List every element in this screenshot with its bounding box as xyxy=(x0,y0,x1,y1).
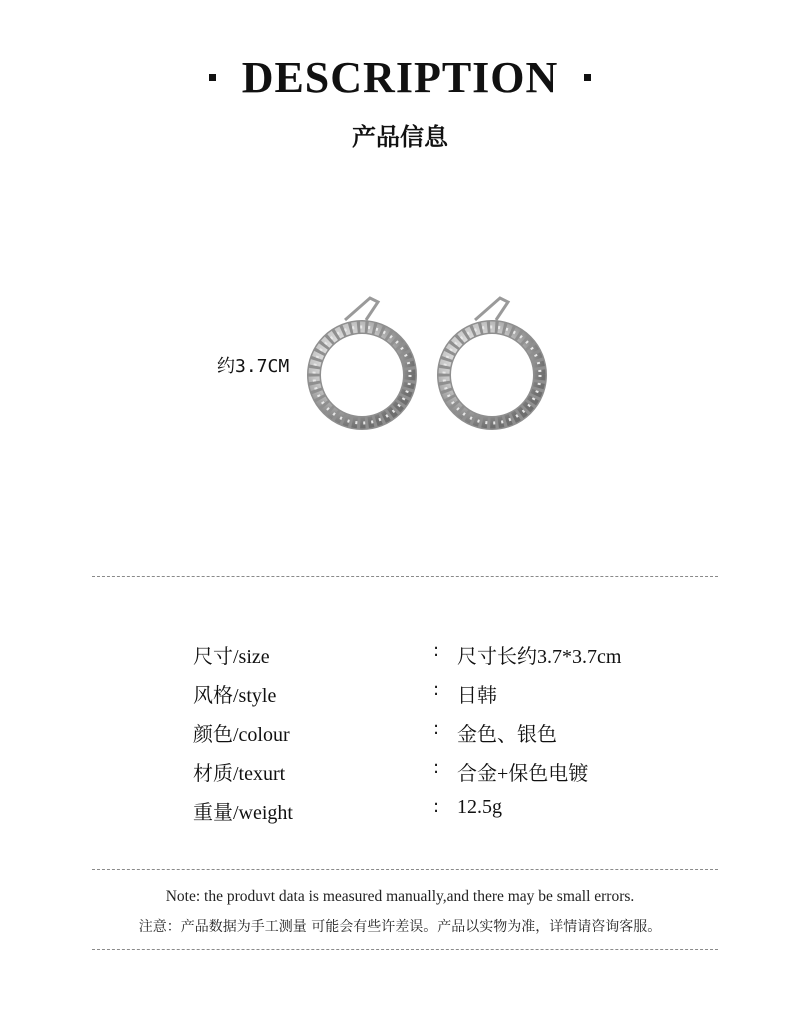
header xyxy=(0,52,800,152)
bullet-dot-left xyxy=(209,74,216,81)
spec-colon: : xyxy=(433,679,440,700)
spec-value: 12.5g xyxy=(457,796,502,818)
left-hoop-earring-icon xyxy=(300,290,430,440)
spec-colon: : xyxy=(433,757,440,778)
spec-label: 风格/style xyxy=(193,685,277,707)
spec-row-colour xyxy=(0,718,800,757)
product-image xyxy=(0,290,800,450)
note-chinese: 注意：产品数据为手工测量 可能会有些许差误。产品以实物为准，详情请咨询客服。 xyxy=(138,919,662,935)
spec-row-style xyxy=(0,679,800,718)
spec-value: 日韩 xyxy=(457,685,497,707)
title-row xyxy=(0,52,800,103)
size-label: 约3.7CM xyxy=(217,356,290,377)
spec-row-weight xyxy=(0,796,800,835)
spec-colon: : xyxy=(433,640,440,661)
divider-bottom xyxy=(92,949,718,950)
spec-label: 材质/texurt xyxy=(193,763,286,785)
spec-colon: : xyxy=(433,718,440,739)
divider-top xyxy=(92,576,718,577)
note-section xyxy=(0,888,800,936)
spec-label: 颜色/colour xyxy=(193,724,290,746)
page-subtitle: 产品信息 xyxy=(352,123,448,151)
spec-row-size xyxy=(0,640,800,679)
page-title: DESCRIPTION xyxy=(241,53,559,102)
spec-label: 尺寸/size xyxy=(193,646,270,668)
spec-value: 合金+保色电镀 xyxy=(457,763,589,785)
right-hoop-earring-icon xyxy=(430,290,560,440)
specs-table xyxy=(0,640,800,835)
note-english: Note: the produvt data is measured manually,and there may be small errors. xyxy=(165,888,635,905)
spec-row-material xyxy=(0,757,800,796)
bullet-dot-right xyxy=(584,74,591,81)
spec-value: 金色、银色 xyxy=(457,724,557,746)
spec-label: 重量/weight xyxy=(193,802,293,824)
spec-colon: : xyxy=(433,796,440,817)
divider-middle xyxy=(92,869,718,870)
spec-value: 尺寸长约3.7*3.7cm xyxy=(457,646,622,668)
